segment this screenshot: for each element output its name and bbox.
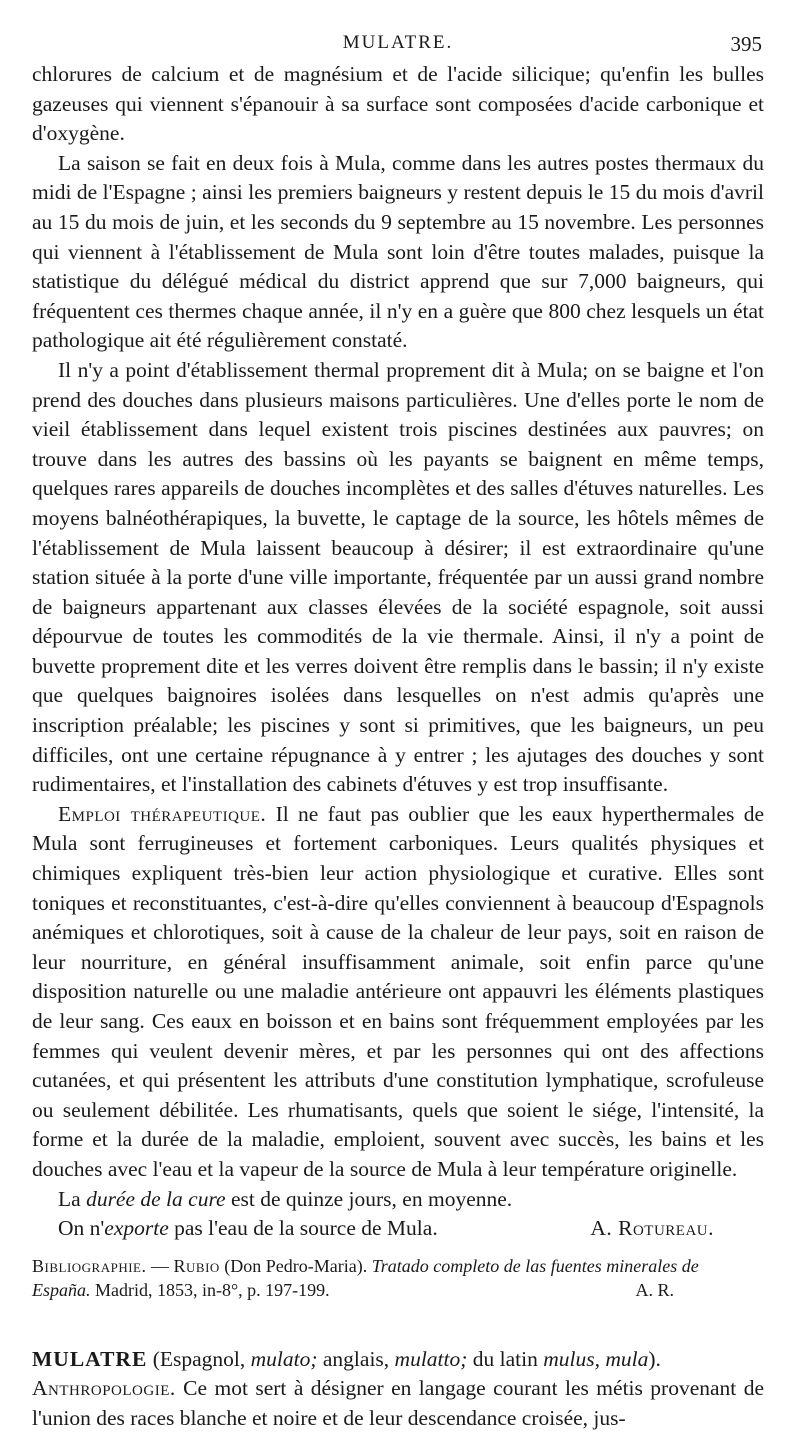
bibliography — [32, 1254, 764, 1302]
paragraph-emploi — [32, 800, 764, 1185]
paragraph-etablissement: Il n'y a point d'établissement thermal proprement dit à Mula; on se baigne et l'on prend des douches dans plusieurs maisons particulières. Une d'elles porte le nom de vieil établissement dans lequel existent trois piscines destinées aux pauvres; on trouve dans les autres des bassins où les payants se baignent en même temps, quelques rares appareils de douches incomplètes et des salles d'étuves naturelles. Les moyens balnéothérapiques, la buvette, le captage de la source, les hôtels mêmes de l'établissement de Mula laissent beaucoup à désirer; il est extraordinaire qu'une station située à la porte d'une ville importante, fréquentée par un aussi grand nombre de baigneurs appartenant aux classes élevées de la société espagnole, soit aussi dépourvue de toutes les commodités de la vie thermale. Ainsi, il n'y a point de buvette proprement dite et les verres doivent être remplis dans le bassin; il n'y existe que quelques baignoires isolées dans lesquelles on n'est admis qu'après une inscription préalable; les piscines y sont si primitives, que les baigneurs, un peu difficiles, ont une certaine répugnance à y entrer ; les ajutages des douches y sont rudimentaires, et l'installation des cabinets d'étuves y est trop insuffisante. — [32, 357, 764, 797]
paragraph-exporte — [32, 1214, 764, 1244]
exporte-post: pas l'eau de la source de Mula. — [168, 1216, 438, 1241]
section-label-anthropologie: Anthropologie. — [32, 1376, 176, 1401]
duree-pre: La — [58, 1186, 87, 1211]
anthropologie-text: Ce mot sert à désigner en langage courant les métis provenant de l'union des races blanche et noire et de leur descendance croisée, jus- — [32, 1376, 765, 1430]
duree-italic: durée de la cure — [86, 1186, 226, 1211]
bibliography-author: Rubio — [173, 1255, 220, 1276]
bibliography-dash: — — [146, 1255, 174, 1276]
page-number: 395 — [730, 32, 762, 56]
paragraph-anthropologie — [32, 1374, 764, 1433]
section-gap — [32, 1302, 764, 1345]
entry-headword: MULATRE — [32, 1346, 148, 1371]
exporte-pre: On n' — [58, 1216, 105, 1241]
bibliography-line — [32, 1254, 764, 1278]
emploi-text: Il ne faut pas oublier que les eaux hyperthermales de Mula sont ferrugineuses et fortement carboniques. Leurs qualités physiques et chimiques expliquent très-bien leur action physiologique et curative. Elles sont toniques et reconstituantes, c'est-à-dire qu'elles conviennent à beaucoup d'Espagnols anémiques et chlorotiques, soit à cause de la chaleur de leur pays, soit en raison de leur nourriture, en général insuffisamment animale, soit enfin parce qu'une disposition naturelle ou une maladie antérieure ont appauvri les éléments plastiques de leur sang. Ces eaux en boisson et en bains sont fréquemment employées par les femmes qui veulent devenir mères, et par les personnes qui ont des affections cutanées, et qui présentent les attributs d'une constitution lymphatique, scrofuleuse ou seulement débilitée. Les rhumatisants, quels que soient le siége, l'intensité, la forme et la durée de la maladie, emploient, souvent avec succès, les bains et les douches avec l'eau et la vapeur de la source de Mula à leur température originelle. — [32, 801, 764, 1181]
exporte-sentence — [58, 1214, 438, 1244]
bibliography-signature: A. R. — [635, 1279, 674, 1300]
entry-paren-close: ). — [648, 1346, 661, 1371]
bibliography-rest: Madrid, 1853, in-8°, p. 197-199. — [90, 1279, 330, 1300]
entry-word-1: mulato; — [250, 1346, 318, 1371]
entry-paren-open: (Espagnol, — [147, 1346, 251, 1371]
exporte-italic: exporte — [104, 1216, 169, 1241]
bibliography-label: Bibliographie. — [32, 1255, 147, 1276]
paragraph-saison: La saison se fait en deux fois à Mula, comme dans les autres postes thermaux du midi de l'Espagne ; ainsi les premiers baigneurs y restent depuis le 15 du mois d'avril au 15 du mois de juin, et les seconds du 9 septembre au 15 novembre. Les personnes qui viennent à l'établissement de Mula sont loin d'être toutes malades, puisque la statistique du délégué médical du district apprend que sur 7,000 baigneurs, qui fréquentent ces thermes chaque année, il n'y en a guère que 800 chez lesquels un état pathologique ait été régulièrement constaté. — [32, 150, 764, 353]
entry-word-3: mulus, mula — [543, 1346, 649, 1371]
paragraph-continuation: chlorures de calcium et de magnésium et de l'acide silicique; qu'enfin les bulles gazeuses qui viennent s'épanouir à sa surface sont composées d'acide carbonique et d'oxygène. — [32, 62, 764, 146]
section-label-emploi: Emploi thérapeutique. — [58, 801, 267, 826]
bibliography-author-rest: (Don Pedro-Maria). — [219, 1255, 372, 1276]
entry-mid-1: anglais, — [317, 1346, 395, 1371]
entry-mid-2: du latin — [467, 1346, 544, 1371]
entry-heading — [32, 1345, 764, 1375]
entry-word-2: mulatto; — [394, 1346, 468, 1371]
bibliography-title-2: España. — [32, 1279, 91, 1300]
bibliography-title-1: Tratado completo de las fuentes minerales de — [371, 1255, 699, 1276]
duree-post: est de quinze jours, en moyenne. — [225, 1186, 513, 1211]
running-header — [32, 28, 764, 60]
bibliography-line-2 — [32, 1278, 764, 1302]
paragraph-duree — [32, 1185, 764, 1215]
running-title: MULATRE. — [342, 32, 454, 53]
author-signature: A. Rotureau. — [590, 1216, 714, 1241]
